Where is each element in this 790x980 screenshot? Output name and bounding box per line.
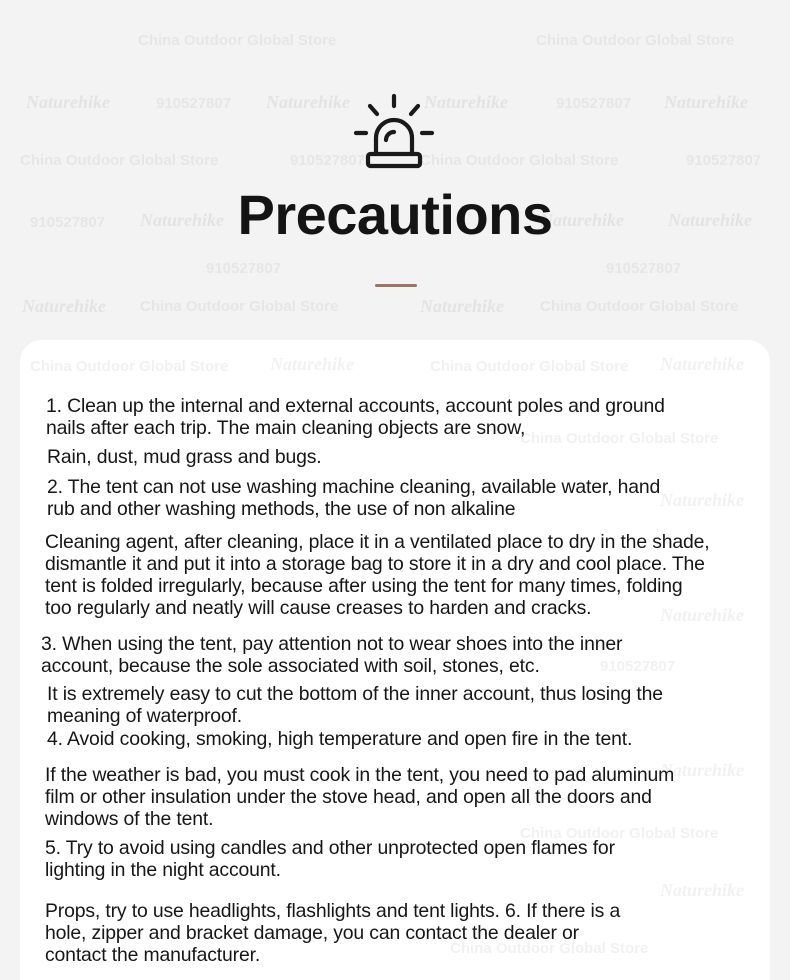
watermark-logo: Naturehike xyxy=(664,92,749,112)
watermark-logo: Naturehike xyxy=(26,92,111,112)
precaution-paragraph: Props, try to use headlights, flashlights and tent lights. 6. If there is a hole, zipper and bracket damage, you can contact the dealer or contact the manufacturer. xyxy=(45,900,621,966)
title-divider xyxy=(375,284,417,287)
watermark-number: 910527807 xyxy=(290,152,366,169)
watermark-number: 910527807 xyxy=(556,95,632,112)
watermark-number: 910527807 xyxy=(30,214,106,231)
watermark-logo: Naturehike xyxy=(660,605,745,625)
watermark-logo: Naturehike xyxy=(140,210,225,230)
watermark-number: 910527807 xyxy=(206,260,282,277)
precaution-paragraph: If the weather is bad, you must cook in the tent, you need to pad aluminum film or other insulation under the stove head, and open all the doors and windows of the tent. xyxy=(45,764,675,830)
watermark-logo: Naturehike xyxy=(270,354,355,374)
watermark-logo: Naturehike xyxy=(22,296,107,316)
alarm-light-icon xyxy=(352,92,436,172)
watermark-logo: Naturehike xyxy=(660,880,745,900)
watermark-logo: Naturehike xyxy=(266,92,351,112)
header xyxy=(0,0,790,330)
watermark-store: China Outdoor Global Store xyxy=(520,430,719,447)
watermark-logo: Naturehike xyxy=(660,490,745,510)
content-card xyxy=(20,340,770,980)
precaution-paragraph: 4. Avoid cooking, smoking, high temperature and open fire in the tent. xyxy=(47,728,633,750)
watermark-number: 910527807 xyxy=(156,95,232,112)
watermark-number: 910527807 xyxy=(600,658,676,675)
precaution-paragraph: 1. Clean up the internal and external accounts, account poles and ground nails after each trip. The main cleaning objects are snow, xyxy=(46,395,665,439)
watermark-logo: Naturehike xyxy=(660,760,745,780)
watermark-logo: Naturehike xyxy=(668,210,753,230)
watermark-store: China Outdoor Global Store xyxy=(20,152,219,169)
watermark-store: China Outdoor Global Store xyxy=(30,358,229,375)
precaution-paragraph: Rain, dust, mud grass and bugs. xyxy=(47,446,322,468)
precaution-paragraph: 5. Try to avoid using candles and other unprotected open flames for lighting in the night account. xyxy=(45,837,615,881)
watermark-logo: Naturehike xyxy=(540,210,625,230)
watermark-logo: Naturehike xyxy=(420,296,505,316)
precaution-paragraph: Cleaning agent, after cleaning, place it in a ventilated place to dry in the shade, dismantle it and put it into a storage bag to store it in a dry and cool place. The tent is folded irregularly, because after using the tent for many times, folding too regularly and neatly will cause creases to harden and cracks. xyxy=(45,531,710,619)
watermark-logo: Naturehike xyxy=(660,354,745,374)
watermark-store: China Outdoor Global Store xyxy=(430,358,629,375)
precaution-paragraph: 3. When using the tent, pay attention not to wear shoes into the inner account, because the sole associated with soil, stones, etc. xyxy=(41,633,623,677)
watermark-store: China Outdoor Global Store xyxy=(138,32,337,49)
watermark-store: China Outdoor Global Store xyxy=(536,32,735,49)
precaution-paragraph: 2. The tent can not use washing machine cleaning, available water, hand rub and other washing methods, the use of non alkaline xyxy=(47,476,661,520)
watermark-store: China Outdoor Global Store xyxy=(520,825,719,842)
watermark-store: China Outdoor Global Store xyxy=(140,298,339,315)
watermark-store: China Outdoor Global Store xyxy=(450,940,649,957)
watermark-store: China Outdoor Global Store xyxy=(420,152,619,169)
watermark-number: 910527807 xyxy=(686,152,762,169)
watermark-logo: Naturehike xyxy=(424,92,509,112)
watermark-number: 910527807 xyxy=(606,260,682,277)
precaution-paragraph: It is extremely easy to cut the bottom of the inner account, thus losing the meaning of waterproof. xyxy=(47,683,663,727)
page-title: Precautions xyxy=(237,183,553,246)
watermark-store: China Outdoor Global Store xyxy=(540,298,739,315)
